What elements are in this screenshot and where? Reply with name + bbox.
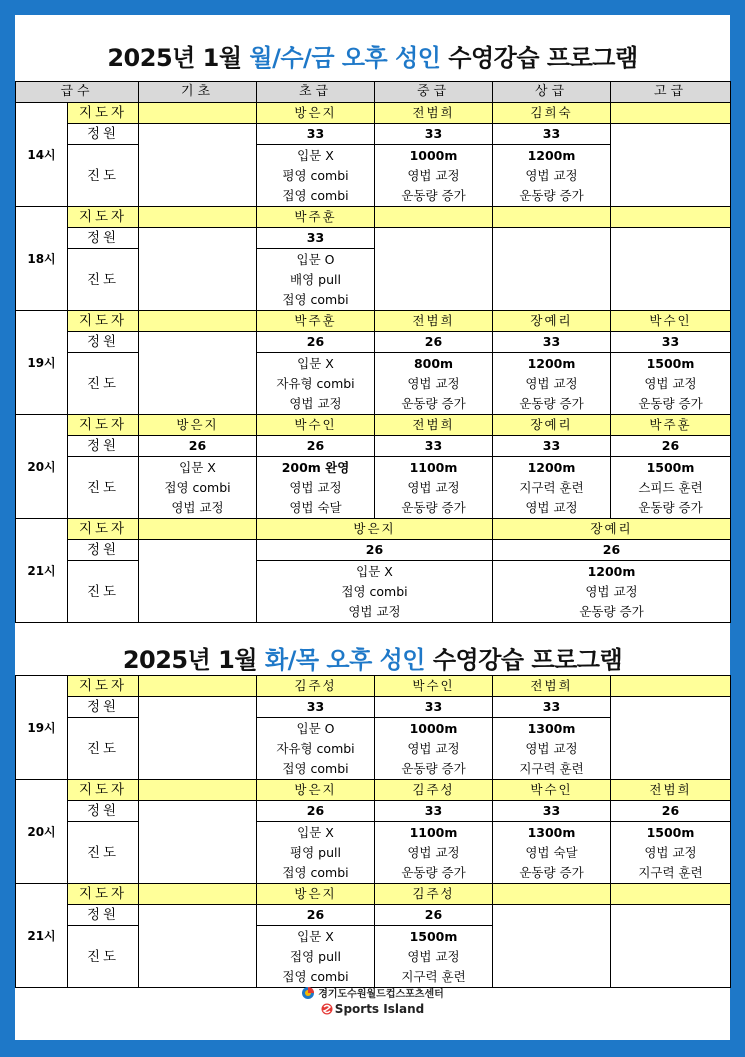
instructor-cell [139,884,257,905]
instructor-cell: 방은지 [257,103,375,124]
logo-line2: Sports Island [0,1002,745,1016]
instructor-label: 지도자 [68,884,139,905]
instructor-cell [139,311,257,332]
progress-label: 진도 [68,145,139,207]
capacity-cell: 33 [257,228,375,249]
empty-cell [611,697,731,780]
empty-cell [139,332,257,415]
instructor-cell [611,207,731,228]
capacity-cell: 26 [611,801,731,822]
instructor-cell: 박수인 [493,780,611,801]
progress-cell: 입문 X 자유형 combi 영법 교정 [257,353,375,415]
instructor-cell: 김희숙 [493,103,611,124]
instructor-cell [139,780,257,801]
progress-cell: 1500m 영법 교정 운동량 증가 [611,353,731,415]
instructor-cell: 박수인 [375,676,493,697]
instructor-cell [139,103,257,124]
empty-cell [493,228,611,311]
progress-cell: 1300m 영법 숙달 운동량 증가 [493,822,611,884]
emblem-icon [301,986,315,1000]
progress-cell: 1100m 영법 교정 운동량 증가 [375,822,493,884]
time-slot: 20시 [16,415,68,519]
instructor-cell: 박주훈 [611,415,731,436]
instructor-cell: 김주성 [257,676,375,697]
instructor-cell: 전범희 [375,311,493,332]
header-upper: 상급 [493,82,611,103]
instructor-cell [139,207,257,228]
header-intermediate: 중급 [375,82,493,103]
instructor-cell [375,207,493,228]
header-level: 급수 [16,82,139,103]
empty-cell [611,124,731,207]
progress-label: 진도 [68,353,139,415]
empty-cell [139,228,257,311]
instructor-cell: 방은지 [257,884,375,905]
instructor-cell: 방은지 [139,415,257,436]
instructor-label: 지도자 [68,311,139,332]
capacity-cell: 33 [375,124,493,145]
capacity-cell: 26 [375,332,493,353]
progress-label: 진도 [68,249,139,311]
title-tt [15,640,730,675]
progress-label: 진도 [68,561,139,623]
header-basic: 기초 [139,82,257,103]
empty-cell [611,905,731,988]
instructor-label: 지도자 [68,207,139,228]
capacity-cell: 33 [257,124,375,145]
progress-cell: 1100m 영법 교정 운동량 증가 [375,457,493,519]
capacity-label: 정원 [68,801,139,822]
capacity-cell: 33 [375,697,493,718]
progress-cell: 1200m 영법 교정 운동량 증가 [493,145,611,207]
instructor-cell: 전범희 [375,415,493,436]
capacity-cell: 33 [375,436,493,457]
schedule-table-mwf [15,81,731,623]
instructor-cell [611,884,731,905]
capacity-label: 정원 [68,905,139,926]
progress-cell: 1200m 영법 교정 운동량 증가 [493,561,731,623]
instructor-cell: 장예리 [493,311,611,332]
capacity-label: 정원 [68,332,139,353]
capacity-cell: 26 [257,436,375,457]
progress-cell: 입문 O 배영 pull 접영 combi [257,249,375,311]
progress-cell: 1500m 영법 교정 지구력 훈련 [375,926,493,988]
instructor-label: 지도자 [68,519,139,540]
schedule-table-tt [15,675,731,988]
capacity-label: 정원 [68,697,139,718]
progress-cell: 1500m 영법 교정 지구력 훈련 [611,822,731,884]
capacity-cell: 26 [375,905,493,926]
time-slot: 19시 [16,676,68,780]
progress-cell: 입문 X 접영 combi 영법 교정 [257,561,493,623]
instructor-cell: 방은지 [257,780,375,801]
instructor-cell: 전범희 [375,103,493,124]
title-prefix: 2025년 1월 [122,646,265,674]
time-slot: 21시 [16,519,68,623]
progress-cell: 입문 X 접영 combi 영법 교정 [139,457,257,519]
progress-cell: 입문 X 평영 pull 접영 combi [257,822,375,884]
instructor-cell [611,103,731,124]
capacity-cell: 33 [493,801,611,822]
instructor-cell: 전범희 [611,780,731,801]
progress-label: 진도 [68,926,139,988]
empty-cell [139,697,257,780]
progress-cell: 1000m 영법 교정 운동량 증가 [375,145,493,207]
capacity-cell: 26 [257,905,375,926]
instructor-cell: 장예리 [493,415,611,436]
instructor-cell [493,207,611,228]
time-slot: 19시 [16,311,68,415]
instructor-cell: 박주훈 [257,311,375,332]
instructor-label: 지도자 [68,780,139,801]
capacity-cell: 33 [493,124,611,145]
capacity-label: 정원 [68,540,139,561]
logo-line1: 경기도수원월드컵스포츠센터 [0,985,745,1000]
empty-cell [139,801,257,884]
capacity-cell: 26 [139,436,257,457]
progress-cell: 1300m 영법 교정 지구력 훈련 [493,718,611,780]
progress-cell: 200m 완영 영법 교정 영법 숙달 [257,457,375,519]
capacity-label: 정원 [68,228,139,249]
empty-cell [139,124,257,207]
time-slot: 21시 [16,884,68,988]
progress-cell: 1000m 영법 교정 운동량 증가 [375,718,493,780]
instructor-cell [611,676,731,697]
instructor-label: 지도자 [68,415,139,436]
instructor-cell: 김주성 [375,780,493,801]
time-slot: 14시 [16,103,68,207]
capacity-label: 정원 [68,436,139,457]
sports-island-icon [321,1003,333,1015]
capacity-cell: 26 [611,436,731,457]
empty-cell [375,228,493,311]
capacity-cell: 33 [493,697,611,718]
progress-cell: 1500m 스피드 훈련 운동량 증가 [611,457,731,519]
progress-cell: 1200m 지구력 훈련 영법 교정 [493,457,611,519]
capacity-cell: 33 [375,801,493,822]
instructor-cell [139,519,257,540]
capacity-cell: 33 [611,332,731,353]
capacity-cell: 26 [257,332,375,353]
header-beginner: 초급 [257,82,375,103]
progress-cell: 입문 X 평영 combi 접영 combi [257,145,375,207]
progress-cell: 1200m 영법 교정 운동량 증가 [493,353,611,415]
capacity-label: 정원 [68,124,139,145]
instructor-cell [139,676,257,697]
title-highlight: 월/수/금 오후 성인 [249,44,441,72]
capacity-cell: 33 [257,697,375,718]
header-row [16,82,731,103]
title-suffix: 수영강습 프로그램 [424,646,623,674]
instructor-cell: 방은지 [257,519,493,540]
instructor-cell: 박수인 [257,415,375,436]
instructor-cell: 장예리 [493,519,731,540]
empty-cell [139,905,257,988]
capacity-cell: 26 [257,801,375,822]
title-highlight: 화/목 오후 성인 [264,646,425,674]
title-prefix: 2025년 1월 [107,44,250,72]
instructor-cell: 박수인 [611,311,731,332]
progress-cell: 입문 O 자유형 combi 접영 combi [257,718,375,780]
instructor-cell: 박주훈 [257,207,375,228]
empty-cell [493,905,611,988]
progress-label: 진도 [68,457,139,519]
capacity-cell: 33 [493,436,611,457]
center-logo [0,985,745,1016]
capacity-cell: 26 [257,540,493,561]
title-suffix: 수영강습 프로그램 [440,44,638,72]
instructor-label: 지도자 [68,676,139,697]
empty-cell [139,540,257,623]
time-slot: 20시 [16,780,68,884]
capacity-cell: 26 [493,540,731,561]
instructor-label: 지도자 [68,103,139,124]
capacity-cell: 33 [493,332,611,353]
progress-cell: 입문 X 접영 pull 접영 combi [257,926,375,988]
header-advanced: 고급 [611,82,731,103]
instructor-cell: 김주성 [375,884,493,905]
progress-label: 진도 [68,718,139,780]
instructor-cell: 전범희 [493,676,611,697]
time-slot: 18시 [16,207,68,311]
progress-cell: 800m 영법 교정 운동량 증가 [375,353,493,415]
progress-label: 진도 [68,822,139,884]
empty-cell [611,228,731,311]
instructor-cell [493,884,611,905]
title-mwf [15,38,730,73]
